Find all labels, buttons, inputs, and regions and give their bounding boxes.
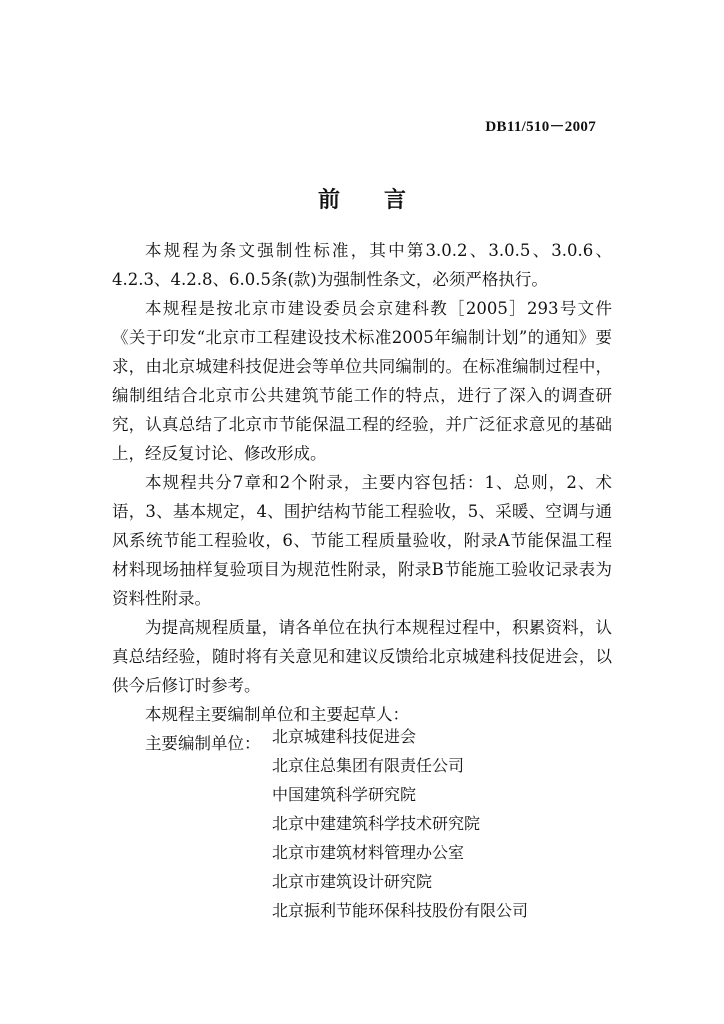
- page-title: [0, 183, 724, 214]
- paragraph-feedback: 为提高规程质量，请各单位在执行本规程过程中，积累资料，认真总结经验，随时将有关意见和建议反馈给北京城建科技促进会，以供今后修订时参考。: [112, 618, 612, 695]
- preface-body: [112, 236, 612, 758]
- unit-item: 中国建筑科学研究院: [272, 785, 417, 804]
- unit-item: 北京住总集团有限责任公司: [272, 756, 465, 775]
- title-char-1: 前: [317, 187, 340, 213]
- paragraph-background: 本规程是按北京市建设委员会京建科教［2005］293号文件《关于印发“北京市工程建设技术标准2005年编制计划”的通知》要求，由北京城建科技促进会等单位共同编制的。在标准编制过程中，编制组结合北京市公共建筑节能工作的特点，进行了深入的调查研究，认真总结了北京市节能保温工程的经验，并广泛征求意见的基础上，经反复讨论、修改形成。: [112, 299, 612, 463]
- unit-item: 北京振利节能环保科技股份有限公司: [272, 901, 529, 920]
- unit-item: 北京中建建筑科学技术研究院: [272, 814, 481, 833]
- paragraph-units-label: 主要编制单位：: [145, 734, 261, 753]
- unit-item: 北京城建科技促进会: [272, 727, 417, 746]
- unit-item: 北京市建筑设计研究院: [272, 872, 433, 891]
- unit-item: 北京市建筑材料管理办公室: [272, 843, 465, 862]
- paragraph-contents: 本规程共分7章和2个附录，主要内容包括：1、总则，2、术语，3、基本规定，4、围护结构节能工程验收，5、采暖、空调与通风系统节能工程验收，6、节能工程质量验收，附录A节能保温工程材料现场抽样复验项目为规范性附录，附录B节能施工验收记录表为资料性附录。: [112, 473, 612, 608]
- paragraph-drafters-intro: 本规程主要编制单位和主要起草人：: [145, 705, 409, 724]
- paragraph-mandatory-clauses: 本规程为条文强制性标准，其中第3.0.2、3.0.5、3.0.6、4.2.3、4.2.8、6.0.5条(款)为强制性条文，必须严格执行。: [112, 241, 612, 289]
- title-char-2: 言: [384, 187, 407, 213]
- document-code: DB11/510－2007: [485, 119, 596, 135]
- editing-units-list: [272, 722, 528, 925]
